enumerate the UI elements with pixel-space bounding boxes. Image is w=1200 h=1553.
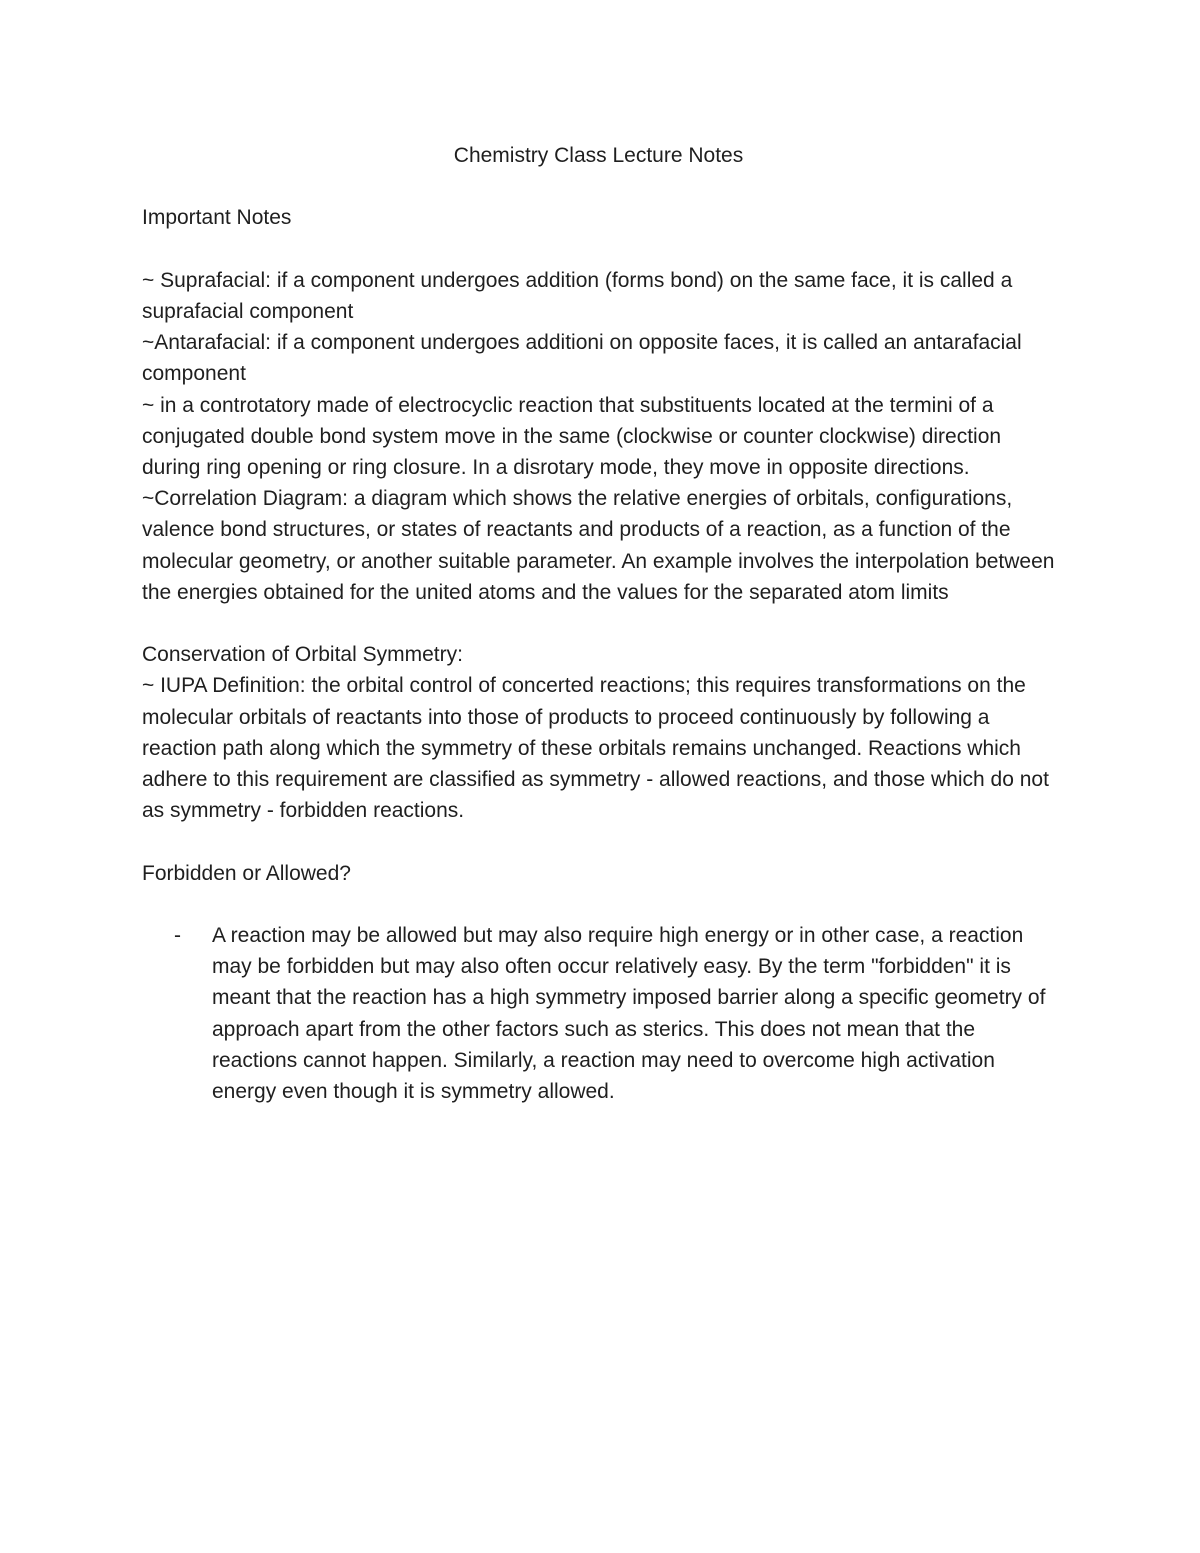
note-suprafacial: ~ Suprafacial: if a component undergoes addition (forms bond) on the same face, it is called a suprafacial component — [142, 268, 1013, 323]
note-iupa-definition: ~ IUPA Definition: the orbital control of concerted reactions; this requires transformations on the molecular orbitals of reactants into those of products to proceed continuously by following a reaction path along which the symmetry of these orbitals remains unchanged. Reactions which adhere to this requirement are classified as symmetry - allowed reactions, and those which do not as symmetry - forbidden reactions. — [142, 674, 1049, 823]
spacer — [142, 171, 1062, 202]
spacer — [142, 608, 1062, 639]
document-body — [142, 140, 1062, 1107]
spacer — [142, 826, 1062, 857]
spacer — [142, 234, 1062, 265]
spacer — [142, 889, 1062, 920]
note-controtatory: ~ in a controtatory made of electrocyclic reaction that substituents located at the termini of a conjugated double bond system move in the same (clockwise or counter clockwise) direction during ring opening or ring closure. In a disrotary mode, they move in opposite directions. — [142, 393, 1002, 479]
bullet-text: A reaction may be allowed but may also require high energy or in other case, a reaction may be forbidden but may also often occur relatively easy. By the term "forbidden" it is meant that the reaction has a high symmetry imposed barrier along a specific geometry of approach apart from the other factors such as sterics. This does not mean that the reactions cannot happen. Similarly, a reaction may need to overcome high activation energy even though it is symmetry allowed. — [212, 924, 1046, 1104]
bullet-dash-icon: - — [174, 924, 181, 947]
note-correlation-diagram: ~Correlation Diagram: a diagram which shows the relative energies of orbitals, configurations, valence bond structures, or states of reactants and products of a reaction, as a function of the molecular geometry, or another suitable parameter. An example involves the interpolation between the energies obtained for the united atoms and the values for the separated atom limits — [142, 487, 1055, 604]
section-heading-conservation: Conservation of Orbital Symmetry: — [142, 643, 463, 667]
list-item — [142, 920, 1062, 1107]
section-heading-forbidden-or-allowed: Forbidden or Allowed? — [142, 861, 351, 885]
section-heading-important-notes: Important Notes — [142, 206, 292, 230]
note-antarafacial: ~Antarafacial: if a component undergoes additioni on opposite faces, it is called an antarafacial component — [142, 331, 1022, 386]
document-title: Chemistry Class Lecture Notes — [453, 144, 744, 167]
